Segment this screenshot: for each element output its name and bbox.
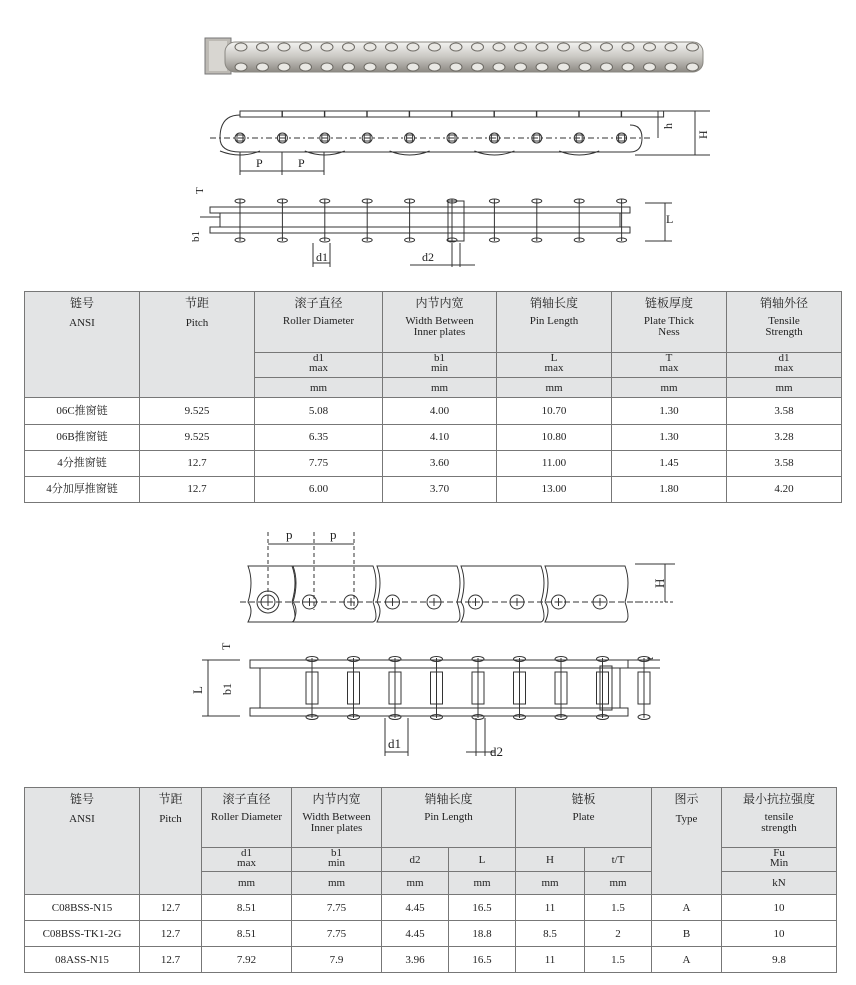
t2-cell: 12.7 [140,895,202,921]
dim-H: H [696,130,710,139]
chain-drawing-2 [180,520,680,765]
t2-header-roller: 滚子直径 Roller Diameter [202,788,292,848]
t1-cell: 3.28 [727,424,842,450]
table-row [25,398,842,424]
t1-sub-d1b: d1 max [727,353,842,378]
t1-cell: 3.70 [383,476,497,502]
t1-cell: 7.75 [255,450,383,476]
t2-cell: 4.45 [382,921,449,947]
t1-header-pitch: 节距 Pitch [140,292,255,398]
t1-sub-T: T max [612,353,727,378]
t2-sub-tT: t/T [585,848,652,872]
t2-cell: 8.51 [202,921,292,947]
dim-L: L [666,212,674,226]
table-row [25,921,837,947]
t2-unit: mm [202,872,292,895]
spec-table-1 [24,291,842,503]
t2-cell: 12.7 [140,947,202,973]
t2-cell: B [652,921,722,947]
t1-cell: 4分加厚推窗链 [25,476,140,502]
t2-cell: C08BSS-TK1-2G [25,921,140,947]
t1-cell: 9.525 [140,424,255,450]
t2-header-plate: 链板 Plate [516,788,652,848]
t1-unit: mm [497,378,612,398]
t2-sub-fu: Fu Min [722,848,837,872]
t1-cell: 3.60 [383,450,497,476]
t2-cell: 16.5 [449,895,516,921]
t1-cell: 3.58 [727,450,842,476]
t1-cell: 4分推窗链 [25,450,140,476]
t2-cell: 7.75 [292,921,382,947]
t2-sub-b1: b1 min [292,848,382,872]
t1-unit: mm [727,378,842,398]
t1-cell: 10.70 [497,398,612,424]
t2-cell: 7.75 [292,895,382,921]
dim-b1: b1 [190,231,202,242]
table-row [25,895,837,921]
t1-cell: 1.30 [612,424,727,450]
dim-d1-2: d1 [388,736,401,751]
dim-T: T [194,187,206,194]
t2-header-tensile: 最小抗拉强度 tensile strength [722,788,837,848]
dim-t2: t [644,656,656,660]
table-row [25,476,842,502]
t2-cell: 1.5 [585,895,652,921]
t2-cell: 10 [722,921,837,947]
t2-cell: 4.45 [382,895,449,921]
dim-p1: p [286,527,293,542]
t1-unit: mm [383,378,497,398]
chain-photo [195,30,715,82]
t2-sub-H: H [516,848,585,872]
spec-table-2 [24,787,837,973]
dim-L2: L [190,686,205,694]
t2-header-type: 图示 Type [652,788,722,895]
t2-cell: 10 [722,895,837,921]
dim-T2: T [219,642,233,650]
t1-header-pin: 销轴长度 Pin Length [497,292,612,353]
t2-cell: 16.5 [449,947,516,973]
t1-cell: 4.20 [727,476,842,502]
t2-unit: mm [585,872,652,895]
t2-unit: mm [292,872,382,895]
table-row [25,424,842,450]
t2-header-pitch: 节距 Pitch [140,788,202,895]
t2-cell: A [652,895,722,921]
t1-cell: 6.00 [255,476,383,502]
t2-cell: 3.96 [382,947,449,973]
t1-cell: 06C推窗链 [25,398,140,424]
dim-d1: d1 [316,250,328,264]
chain-drawing-1 [180,95,720,275]
t1-cell: 13.00 [497,476,612,502]
t2-cell: 2 [585,921,652,947]
t1-cell: 11.00 [497,450,612,476]
dim-d2-2: d2 [490,744,503,759]
t2-cell: 9.8 [722,947,837,973]
t1-sub-d1: d1 max [255,353,383,378]
t2-header-width: 内节内宽 Width Between Inner plates [292,788,382,848]
dim-H2: H [652,578,667,588]
t2-cell: 8.5 [516,921,585,947]
t2-sub-d1: d1 max [202,848,292,872]
t1-header-plate: 链板厚度 Plate Thick Ness [612,292,727,353]
dim-P2: P [298,156,305,170]
t2-cell: 11 [516,947,585,973]
t2-unit: mm [449,872,516,895]
dim-b1-2: b1 [220,683,234,695]
t1-cell: 12.7 [140,450,255,476]
dim-P1: P [256,156,263,170]
t1-cell: 1.45 [612,450,727,476]
t2-header-ansi: 链号 ANSI [25,788,140,895]
t1-cell: 10.80 [497,424,612,450]
t1-sub-L: L max [497,353,612,378]
t2-sub-d2: d2 [382,848,449,872]
t2-unit: mm [516,872,585,895]
t2-cell: 18.8 [449,921,516,947]
t2-cell: 08ASS-N15 [25,947,140,973]
t1-cell: 4.00 [383,398,497,424]
dim-p2: p [330,527,337,542]
t1-cell: 4.10 [383,424,497,450]
t1-header-roller: 滚子直径 Roller Diameter [255,292,383,353]
t1-header-tensile: 销轴外径 Tensile Strength [727,292,842,353]
t1-cell: 12.7 [140,476,255,502]
t2-cell: 11 [516,895,585,921]
t1-header-width: 内节内宽 Width Between Inner plates [383,292,497,353]
t2-cell: C08BSS-N15 [25,895,140,921]
table-row [25,947,837,973]
t1-unit: mm [255,378,383,398]
t1-cell: 1.30 [612,398,727,424]
t1-cell: 3.58 [727,398,842,424]
table-row [25,450,842,476]
t1-cell: 6.35 [255,424,383,450]
t2-unit: mm [382,872,449,895]
t2-cell: 12.7 [140,921,202,947]
dim-h: h [661,123,675,129]
t2-cell: 1.5 [585,947,652,973]
t2-sub-L: L [449,848,516,872]
t1-unit: mm [612,378,727,398]
t2-cell: A [652,947,722,973]
t2-cell: 8.51 [202,895,292,921]
t1-cell: 06B推窗链 [25,424,140,450]
t1-header-ansi: 链号 ANSI [25,292,140,398]
t1-cell: 9.525 [140,398,255,424]
dim-d2: d2 [422,250,434,264]
t1-sub-b1: b1 min [383,353,497,378]
t1-cell: 5.08 [255,398,383,424]
t2-cell: 7.9 [292,947,382,973]
t1-cell: 1.80 [612,476,727,502]
t2-header-pin: 销轴长度 Pin Length [382,788,516,848]
t2-cell: 7.92 [202,947,292,973]
t2-unit: kN [722,872,837,895]
